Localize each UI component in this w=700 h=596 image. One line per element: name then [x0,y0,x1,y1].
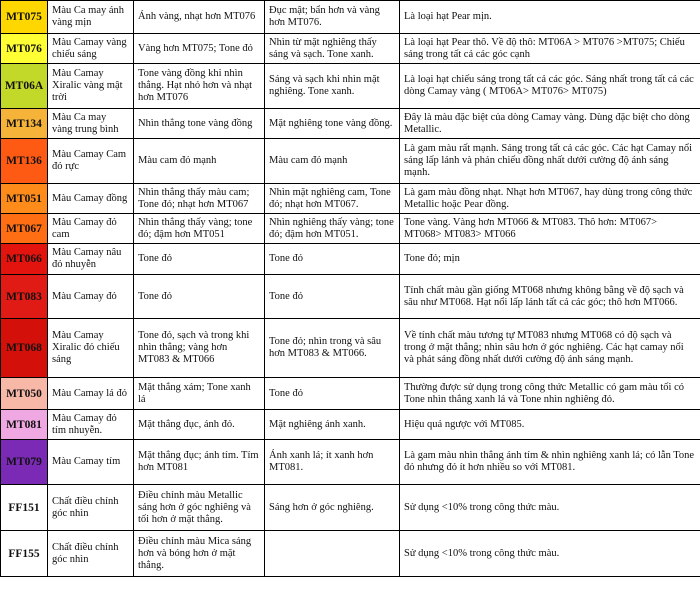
color-name-cell: Màu Camay đồng [48,184,134,214]
face-view-cell: Tone vàng đồng khi nhìn thẳng. Hạt nhỏ hơn và nhạt hơn MT076 [134,64,265,109]
side-view-cell: Tone đỏ [265,378,400,410]
color-code-cell: MT081 [1,410,48,440]
color-name-cell: Màu Ca may vàng trung bình [48,109,134,139]
side-view-cell: Nhìn nghiêng thấy vàng; tone đỏ; đậm hơn MT051. [265,214,400,244]
side-view-cell: Sáng hơn ở góc nghiêng. [265,485,400,531]
table-row [1,184,700,214]
color-code-cell: MT134 [1,109,48,139]
note-cell: Sử dụng <10% trong công thức màu. [400,531,700,577]
color-code-cell: MT06A [1,64,48,109]
table-row [1,485,700,531]
table-row [1,244,700,275]
side-view-cell [265,531,400,577]
note-cell: Đây là màu đặc biệt của dòng Camay vàng. Dùng đặc biệt cho dòng Metallic. [400,109,700,139]
color-code-cell: FF155 [1,531,48,577]
face-view-cell: Nhìn thẳng thấy vàng; tone đỏ; đậm hơn MT051 [134,214,265,244]
side-view-cell: Mặt nghiêng tone vàng đồng. [265,109,400,139]
side-view-cell: Ánh xanh lá; ít xanh hơn MT081. [265,440,400,485]
color-code-cell: MT068 [1,319,48,378]
side-view-cell: Nhìn từ mặt nghiêng thấy sáng và sạch. Tone xanh. [265,34,400,64]
face-view-cell: Mặt thẳng đục; ánh tím. Tím hơn MT081 [134,440,265,485]
table-row [1,139,700,184]
color-name-cell: Màu Camay nâu đỏ nhuyễn [48,244,134,275]
note-cell: Về tính chất màu tương tự MT083 nhưng MT068 có độ sạch và trong ở mặt thẳng; nhìn sâu hơn ở góc nghiêng. Các hạt camay nổi và phát sáng đồng nhất dưới cường độ ánh sáng mạnh. [400,319,700,378]
note-cell: Hiệu quả ngược với MT085. [400,410,700,440]
color-code-cell: MT136 [1,139,48,184]
color-code-cell: FF151 [1,485,48,531]
face-view-cell: Mặt thẳng xám; Tone xanh lá [134,378,265,410]
note-cell: Tính chất màu gần giống MT068 nhưng không bằng về độ sạch và sâu như MT068. Hạt nổi lấp lánh tất cả các góc; thô hơn MT066. [400,275,700,319]
color-name-cell: Chất điều chỉnh góc nhìn [48,531,134,577]
note-cell: Tone vàng. Vàng hơn MT066 & MT083. Thô hơn: MT067> MT068> MT083> MT066 [400,214,700,244]
face-view-cell: Nhìn thẳng tone vàng đồng [134,109,265,139]
table-row [1,275,700,319]
side-view-cell: Mặt nghiêng ánh xanh. [265,410,400,440]
table-row [1,440,700,485]
color-name-cell: Màu Camay lá đỏ [48,378,134,410]
face-view-cell: Nhìn thẳng thấy màu cam; Tone đỏ; nhạt hơn MT067 [134,184,265,214]
table-row [1,319,700,378]
side-view-cell: Nhìn mặt nghiêng cam, Tone đỏ; nhạt hơn MT067. [265,184,400,214]
note-cell: Là loại hạt Pear thô. Về độ thô: MT06A > MT076 >MT075; Chiếu sáng trong tất cả các góc cạnh [400,34,700,64]
note-cell: Là gam màu rất mạnh. Sáng trong tất cả các góc. Các hạt Camay nổi sáng lấp lánh và phản chiếu đồng nhất dưới cường độ ánh sáng mạnh. [400,139,700,184]
color-name-cell: Màu Camay Xiralic vàng mật trời [48,64,134,109]
side-view-cell: Đục mật; bẩn hơn và vàng hơn MT076. [265,1,400,34]
table-row [1,214,700,244]
color-code-cell: MT076 [1,34,48,64]
face-view-cell: Tone đỏ, sạch và trong khi nhìn thẳng; vàng hơn MT083 & MT066 [134,319,265,378]
face-view-cell: Điều chỉnh màu Mica sáng hơn và bóng hơn ở mặt thẳng. [134,531,265,577]
color-name-cell: Màu Ca may ánh vàng mịn [48,1,134,34]
color-code-cell: MT050 [1,378,48,410]
side-view-cell: Màu cam đỏ mạnh [265,139,400,184]
table-row [1,64,700,109]
table-row [1,531,700,577]
face-view-cell: Ánh vàng, nhạt hơn MT076 [134,1,265,34]
color-name-cell: Màu Camay đỏ tím nhuyễn. [48,410,134,440]
note-cell: Là loại hạt Pear mịn. [400,1,700,34]
color-code-cell: MT066 [1,244,48,275]
note-cell: Sử dụng <10% trong công thức màu. [400,485,700,531]
face-view-cell: Vàng hơn MT075; Tone đỏ [134,34,265,64]
note-cell: Thường được sử dụng trong công thức Metallic có gam màu tối có Tone nhìn thẳng xanh lá và Tone nhìn nghiêng đỏ. [400,378,700,410]
face-view-cell: Tone đỏ [134,244,265,275]
table-row [1,378,700,410]
face-view-cell: Tone đỏ [134,275,265,319]
face-view-cell: Màu cam đỏ mạnh [134,139,265,184]
note-cell: Là loại hạt chiếu sáng trong tất cả các góc. Sáng nhất trong tất cả các dòng Camay vàng ( MT06A> MT076> MT075) [400,64,700,109]
note-cell: Là gam màu nhìn thẳng ánh tím & nhìn nghiêng xanh lá; có lẫn Tone đỏ nhưng đỏ ít hơn nhiều so với MT081. [400,440,700,485]
color-name-cell: Màu Camay tím [48,440,134,485]
note-cell: Là gam màu đồng nhạt. Nhạt hơn MT067, hay dùng trong công thức Metallic hoặc Pear đồng. [400,184,700,214]
color-name-cell: Màu Camay đỏ [48,275,134,319]
face-view-cell: Điều chỉnh màu Metallic sáng hơn ở góc nghiêng và tối hơn ở mặt thẳng. [134,485,265,531]
color-code-cell: MT051 [1,184,48,214]
color-name-cell: Chất điều chỉnh góc nhìn [48,485,134,531]
color-name-cell: Màu Camay Xiralic đỏ chiếu sáng [48,319,134,378]
side-view-cell: Tone đỏ; nhìn trong và sâu hơn MT083 & MT066. [265,319,400,378]
color-code-cell: MT075 [1,1,48,34]
color-code-cell: MT067 [1,214,48,244]
color-name-cell: Màu Camay vàng chiếu sáng [48,34,134,64]
color-code-cell: MT079 [1,440,48,485]
color-name-cell: Màu Camay đỏ cam [48,214,134,244]
table-row [1,410,700,440]
side-view-cell: Sáng và sạch khi nhìn mặt nghiêng. Tone xanh. [265,64,400,109]
table-row [1,1,700,34]
color-name-cell: Màu Camay Cam đỏ rực [48,139,134,184]
face-view-cell: Mặt thẳng đục, ánh đỏ. [134,410,265,440]
table-row [1,109,700,139]
table-row [1,34,700,64]
note-cell: Tone đỏ; mịn [400,244,700,275]
side-view-cell: Tone đỏ [265,275,400,319]
color-code-cell: MT083 [1,275,48,319]
side-view-cell: Tone đỏ [265,244,400,275]
